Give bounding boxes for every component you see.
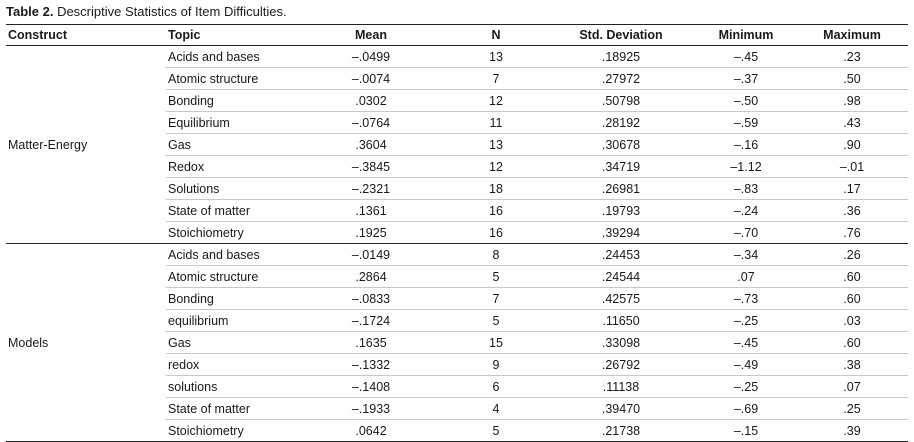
header-row (6, 25, 908, 46)
cell-mean: .1361 (296, 200, 446, 222)
cell-minimum: –.49 (696, 354, 796, 376)
cell-maximum: .90 (796, 134, 908, 156)
cell-maximum: .60 (796, 288, 908, 310)
cell-construct: Models (6, 244, 166, 442)
cell-maximum: .98 (796, 90, 908, 112)
cell-topic: Gas (166, 332, 296, 354)
cell-n: 9 (446, 354, 546, 376)
cell-std-deviation: .24453 (546, 244, 696, 266)
descriptive-statistics-table (6, 24, 908, 442)
cell-mean: .0302 (296, 90, 446, 112)
header-construct: Construct (6, 25, 166, 46)
cell-minimum: –.34 (696, 244, 796, 266)
cell-topic: Stoichiometry (166, 222, 296, 244)
cell-n: 12 (446, 90, 546, 112)
cell-topic: equilibrium (166, 310, 296, 332)
cell-minimum: –.70 (696, 222, 796, 244)
cell-n: 15 (446, 332, 546, 354)
cell-topic: Atomic structure (166, 68, 296, 90)
cell-mean: –.2321 (296, 178, 446, 200)
cell-maximum: .50 (796, 68, 908, 90)
cell-mean: .1925 (296, 222, 446, 244)
cell-minimum: –.73 (696, 288, 796, 310)
cell-n: 16 (446, 200, 546, 222)
cell-n: 5 (446, 310, 546, 332)
cell-topic: solutions (166, 376, 296, 398)
table-row (6, 244, 908, 266)
cell-minimum: –.16 (696, 134, 796, 156)
cell-topic: Stoichiometry (166, 420, 296, 442)
cell-maximum: .23 (796, 46, 908, 68)
cell-minimum: –.50 (696, 90, 796, 112)
header-std-deviation: Std. Deviation (546, 25, 696, 46)
cell-topic: Atomic structure (166, 266, 296, 288)
cell-mean: –.0074 (296, 68, 446, 90)
cell-minimum: .07 (696, 266, 796, 288)
caption-label: Table 2. (6, 4, 54, 19)
cell-n: 18 (446, 178, 546, 200)
header-mean: Mean (296, 25, 446, 46)
cell-mean: .2864 (296, 266, 446, 288)
cell-std-deviation: .50798 (546, 90, 696, 112)
cell-maximum: .17 (796, 178, 908, 200)
cell-topic: State of matter (166, 398, 296, 420)
caption-title: Descriptive Statistics of Item Difficulties. (53, 4, 287, 19)
cell-mean: .1635 (296, 332, 446, 354)
cell-topic: redox (166, 354, 296, 376)
cell-std-deviation: .19793 (546, 200, 696, 222)
cell-minimum: –.25 (696, 310, 796, 332)
cell-minimum: –.25 (696, 376, 796, 398)
cell-std-deviation: .42575 (546, 288, 696, 310)
cell-topic: Acids and bases (166, 46, 296, 68)
cell-std-deviation: .27972 (546, 68, 696, 90)
cell-std-deviation: .24544 (546, 266, 696, 288)
cell-minimum: –.69 (696, 398, 796, 420)
cell-mean: –.1933 (296, 398, 446, 420)
cell-std-deviation: .39470 (546, 398, 696, 420)
cell-std-deviation: .33098 (546, 332, 696, 354)
cell-n: 13 (446, 46, 546, 68)
cell-topic: Bonding (166, 288, 296, 310)
cell-mean: –.0499 (296, 46, 446, 68)
cell-mean: –.0764 (296, 112, 446, 134)
cell-minimum: –1.12 (696, 156, 796, 178)
cell-topic: State of matter (166, 200, 296, 222)
cell-minimum: –.45 (696, 332, 796, 354)
cell-topic: Acids and bases (166, 244, 296, 266)
table-caption (6, 4, 287, 20)
cell-std-deviation: .18925 (546, 46, 696, 68)
cell-n: 11 (446, 112, 546, 134)
cell-minimum: –.45 (696, 46, 796, 68)
cell-maximum: .60 (796, 332, 908, 354)
cell-n: 5 (446, 420, 546, 442)
header-n: N (446, 25, 546, 46)
cell-mean: –.1724 (296, 310, 446, 332)
cell-n: 8 (446, 244, 546, 266)
cell-construct: Matter-Energy (6, 46, 166, 244)
cell-topic: Bonding (166, 90, 296, 112)
cell-n: 4 (446, 398, 546, 420)
cell-std-deviation: .26792 (546, 354, 696, 376)
cell-maximum: .39 (796, 420, 908, 442)
cell-mean: –.1332 (296, 354, 446, 376)
cell-topic: Equilibrium (166, 112, 296, 134)
cell-mean: –.0149 (296, 244, 446, 266)
cell-mean: .0642 (296, 420, 446, 442)
cell-minimum: –.59 (696, 112, 796, 134)
cell-n: 7 (446, 288, 546, 310)
cell-maximum: .43 (796, 112, 908, 134)
cell-std-deviation: .21738 (546, 420, 696, 442)
cell-minimum: –.15 (696, 420, 796, 442)
cell-topic: Redox (166, 156, 296, 178)
cell-n: 7 (446, 68, 546, 90)
cell-mean: –.3845 (296, 156, 446, 178)
cell-topic: Gas (166, 134, 296, 156)
cell-maximum: .26 (796, 244, 908, 266)
cell-maximum: .36 (796, 200, 908, 222)
cell-maximum: .38 (796, 354, 908, 376)
cell-std-deviation: .11138 (546, 376, 696, 398)
cell-maximum: .07 (796, 376, 908, 398)
cell-maximum: .60 (796, 266, 908, 288)
cell-minimum: –.83 (696, 178, 796, 200)
table-row (6, 46, 908, 68)
cell-minimum: –.37 (696, 68, 796, 90)
cell-maximum: .25 (796, 398, 908, 420)
header-topic: Topic (166, 25, 296, 46)
cell-maximum: –.01 (796, 156, 908, 178)
cell-minimum: –.24 (696, 200, 796, 222)
table-body (6, 46, 908, 442)
cell-std-deviation: .26981 (546, 178, 696, 200)
cell-topic: Solutions (166, 178, 296, 200)
cell-maximum: .03 (796, 310, 908, 332)
cell-mean: .3604 (296, 134, 446, 156)
cell-n: 16 (446, 222, 546, 244)
header-minimum: Minimum (696, 25, 796, 46)
cell-std-deviation: .34719 (546, 156, 696, 178)
cell-n: 13 (446, 134, 546, 156)
cell-std-deviation: .11650 (546, 310, 696, 332)
cell-n: 5 (446, 266, 546, 288)
cell-n: 12 (446, 156, 546, 178)
cell-std-deviation: .39294 (546, 222, 696, 244)
table-header (6, 25, 908, 46)
header-maximum: Maximum (796, 25, 908, 46)
cell-std-deviation: .30678 (546, 134, 696, 156)
cell-maximum: .76 (796, 222, 908, 244)
cell-n: 6 (446, 376, 546, 398)
cell-mean: –.0833 (296, 288, 446, 310)
cell-std-deviation: .28192 (546, 112, 696, 134)
cell-mean: –.1408 (296, 376, 446, 398)
